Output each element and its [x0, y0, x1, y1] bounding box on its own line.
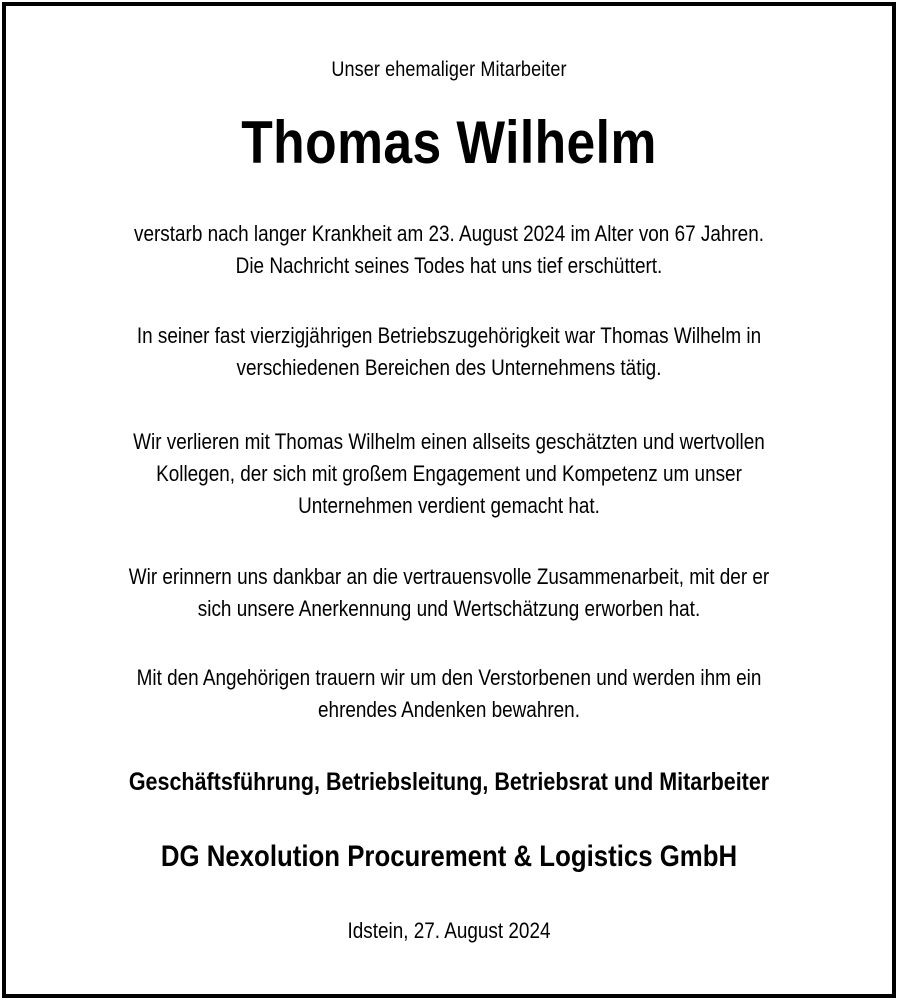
paragraph-line: verstarb nach langer Krankheit am 23. August 2024 im Alter von 67 Jahren.: [133, 221, 764, 246]
paragraph-gratitude: [85, 561, 813, 625]
place-and-date: Idstein, 27. August 2024: [347, 918, 551, 943]
paragraph-line: ehrendes Andenken bewahren.: [318, 697, 580, 722]
paragraph-line: Wir erinnern uns dankbar an die vertrauensvolle Zusammenarbeit, mit der er: [128, 564, 770, 589]
paragraph-line: verschiedenen Bereichen des Unternehmens tätig.: [236, 355, 662, 380]
paragraph-line: Unternehmen verdient gemacht hat.: [298, 493, 600, 518]
paragraph-line: Die Nachricht seines Todes hat uns tief erschüttert.: [235, 253, 663, 278]
signatories: Geschäftsführung, Betriebsleitung, Betriebsrat und Mitarbeiter: [128, 768, 770, 796]
paragraph-line: Wir verlieren mit Thomas Wilhelm einen allseits geschätzten und wertvollen: [133, 429, 765, 454]
obituary-notice: [2, 2, 896, 998]
company-name: DG Nexolution Procurement & Logistics GmbH: [160, 840, 738, 873]
paragraph-line: In seiner fast vierzigjährigen Betriebszugehörigkeit war Thomas Wilhelm in: [136, 323, 762, 348]
intro-line: Unser ehemaliger Mitarbeiter: [331, 58, 567, 81]
paragraph-career: [85, 320, 813, 384]
paragraph-line: Kollegen, der sich mit großem Engagement und Kompetenz um unser: [156, 461, 742, 486]
paragraph-appreciation: [85, 426, 813, 522]
paragraph-line: sich unsere Anerkennung und Wertschätzung erworben hat.: [197, 596, 701, 621]
deceased-name: Thomas Wilhelm: [241, 109, 657, 176]
paragraph-line: Mit den Angehörigen trauern wir um den Verstorbenen und werden ihm ein: [136, 665, 762, 690]
paragraph-condolence: [85, 662, 813, 726]
paragraph-death-announcement: [85, 218, 813, 282]
